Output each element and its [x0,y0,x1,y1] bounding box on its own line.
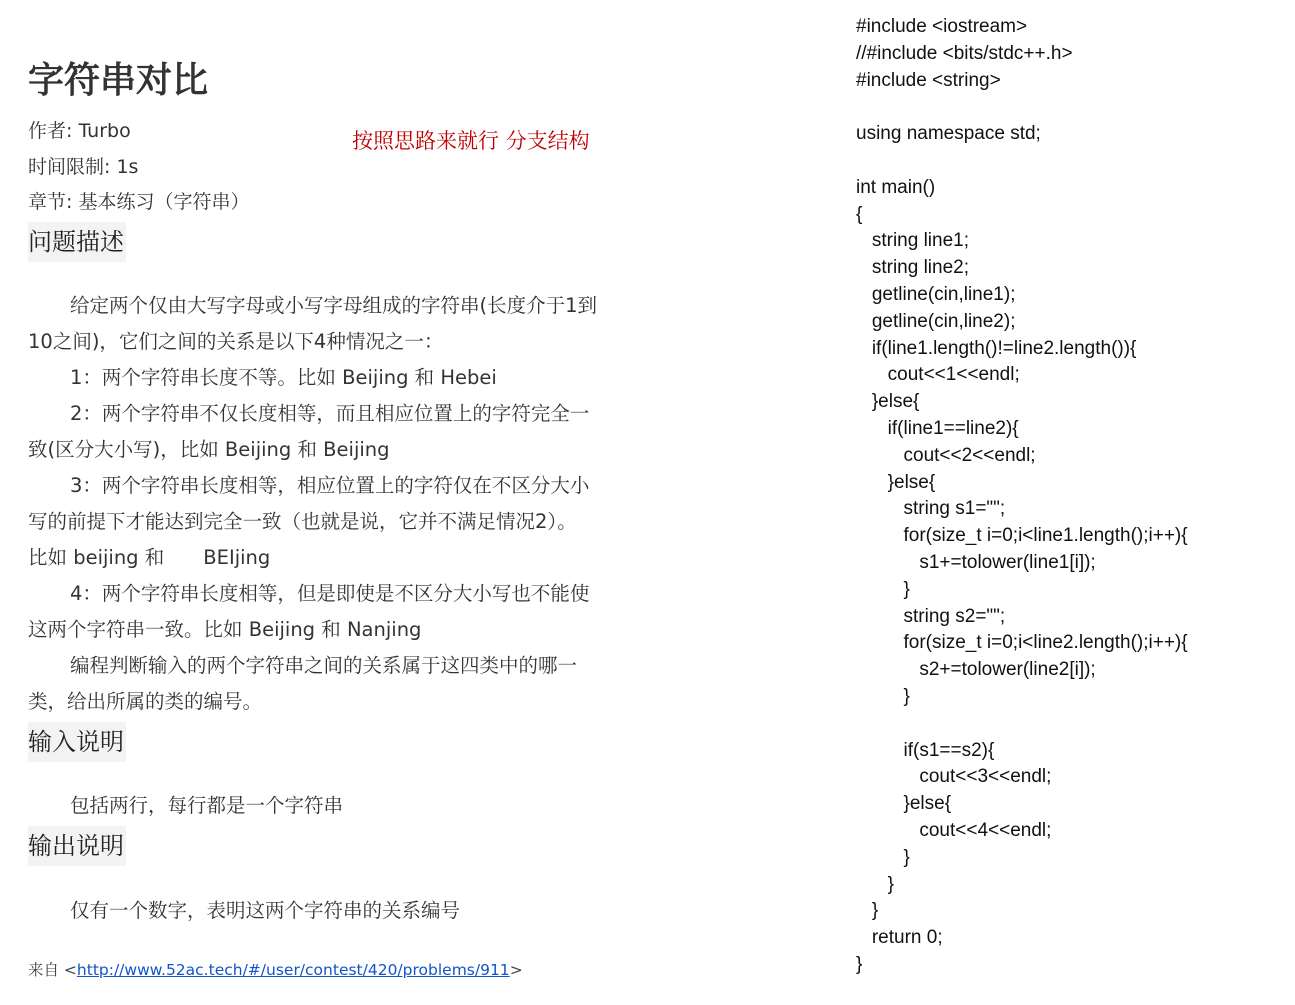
code-line [856,148,1276,175]
desc-case2-line1: 2：两个字符串不仅长度相等，而且相应位置上的字符完全一 [70,402,590,425]
code-line: cout<<2<<endl; [856,444,1036,466]
code-line: cout<<3<<endl; [856,766,1052,788]
code-line: } [856,953,863,975]
code-line: //#include <bits/stdc++.h> [856,42,1073,64]
input-heading: 输入说明 [28,722,126,762]
code-line [856,711,1276,738]
code-line: { [856,203,863,225]
code-line: cout<<4<<endl; [856,819,1052,841]
code-line: #include <iostream> [856,16,1028,37]
source-line [28,957,523,983]
desc-task-line2: 类，给出所属的类的编号。 [28,690,263,713]
code-line: #include <string> [856,69,1001,91]
code-line: if(line1.length()!=line2.length()){ [856,337,1137,359]
handwritten-note: 按照思路来就行 分支结构 [352,129,590,153]
code-line: int main() [856,176,936,198]
source-link[interactable]: http://www.52ac.tech/#/user/contest/420/problems/911 [76,961,510,979]
code-line: string line2; [856,257,969,279]
code-line: }else{ [856,471,936,493]
problem-heading: 问题描述 [28,222,126,262]
desc-case4-line1: 4：两个字符串长度相等，但是即使是不区分大小写也不能使 [70,582,590,605]
code-line: getline(cin,line1); [856,283,1016,305]
code-line: } [856,900,879,922]
code-line: } [856,578,910,600]
chapter-label: 章节: 基本练习（字符串） [28,191,250,213]
source-prefix: 来自 < [28,961,77,979]
desc-case3-line3: 比如 beijing 和 BEIjing [28,546,271,569]
code-line: if(s1==s2){ [856,739,995,761]
desc-p1-line2: 10之间)，它们之间的关系是以下4种情况之一： [28,330,444,353]
desc-case4-line2: 这两个字符串一致。比如 Beijing 和 Nanjing [28,618,422,641]
code-line: cout<<1<<endl; [856,364,1020,386]
code-line: }else{ [856,793,952,815]
code-line: if(line1==line2){ [856,417,1019,439]
output-description: 仅有一个数字，表明这两个字符串的关系编号 [70,899,461,922]
code-line: } [856,685,910,707]
code-line: for(size_t i=0;i<line1.length();i++){ [856,525,1188,547]
code-line: for(size_t i=0;i<line2.length();i++){ [856,632,1188,654]
code-line: string s2=""; [856,605,1006,627]
code-line: string s1=""; [856,498,1006,520]
code-line: } [856,873,895,895]
code-line [856,94,1276,121]
desc-case1: 1：两个字符串长度不等。比如 Beijing 和 Hebei [70,366,497,389]
code-line: }else{ [856,391,920,413]
source-suffix: > [509,961,523,979]
problem-description [28,288,638,720]
time-limit-label: 时间限制: 1s [28,156,139,178]
desc-case3-line1: 3：两个字符串长度相等，相应位置上的字符仅在不区分大小 [70,474,590,497]
code-line: string line1; [856,230,969,252]
author-label: 作者: Turbo [28,120,131,142]
input-description: 包括两行，每行都是一个字符串 [70,794,344,817]
desc-case2-line2: 致(区分大小写)，比如 Beijing 和 Beijing [28,438,390,461]
code-line: getline(cin,line2); [856,310,1016,332]
code-line: using namespace std; [856,123,1041,145]
desc-p1-line1: 给定两个仅由大写字母或小写字母组成的字符串(长度介于1到 [70,294,598,317]
desc-case3-line2: 写的前提下才能达到完全一致（也就是说，它并不满足情况2）。 [28,510,577,533]
page-title: 字符串对比 [28,60,209,101]
code-line: return 0; [856,927,943,949]
code-line: s1+=tolower(line1[i]); [856,551,1096,573]
code-block [856,14,1276,979]
code-line: } [856,846,910,868]
desc-task-line1: 编程判断输入的两个字符串之间的关系属于这四类中的哪一 [70,654,578,677]
output-heading: 输出说明 [28,826,126,866]
code-line: s2+=tolower(line2[i]); [856,659,1096,681]
